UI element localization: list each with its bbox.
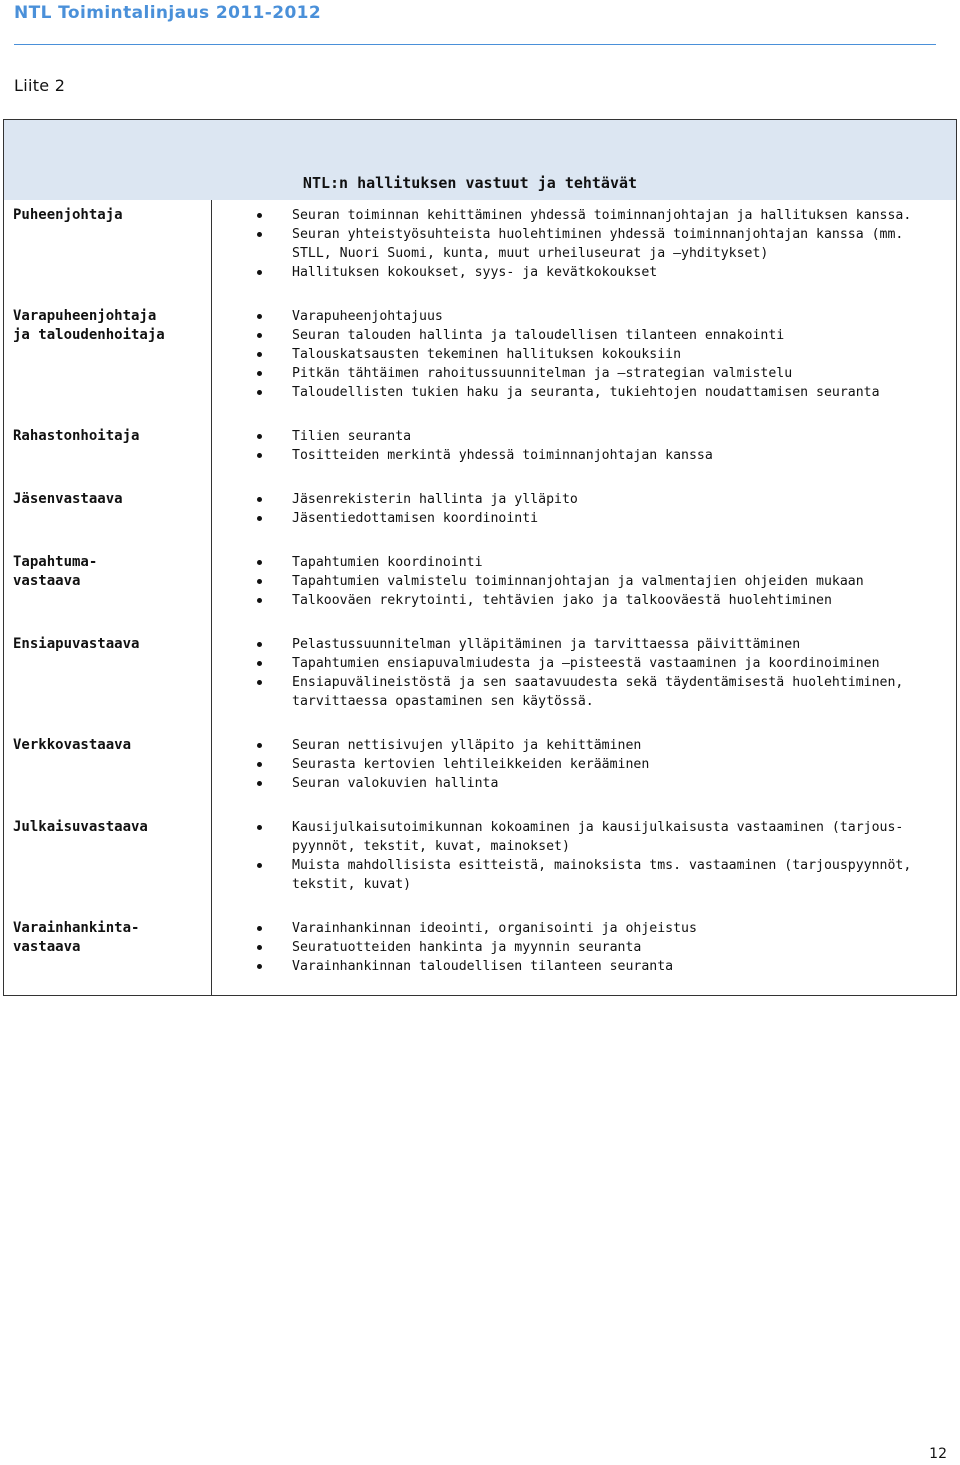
task-item: Muista mahdollisista esitteistä, mainoksista tms. vastaaminen (tarjouspyynnöt, tekstit, kuvat) bbox=[212, 856, 926, 894]
role-name: Varapuheenjohtaja ja taloudenhoitaja bbox=[13, 308, 165, 343]
task-item: Seuran nettisivujen ylläpito ja kehittäminen bbox=[212, 736, 926, 755]
role-name: Varainhankinta- vastaava bbox=[13, 920, 140, 955]
header-divider bbox=[14, 44, 936, 45]
role-cell bbox=[4, 547, 212, 629]
task-list bbox=[212, 553, 926, 610]
task-item: Tositteiden merkintä yhdessä toiminnanjohtajan kanssa bbox=[212, 446, 926, 465]
role-cell bbox=[4, 200, 212, 301]
table-row bbox=[4, 730, 957, 812]
task-item: Pitkän tähtäimen rahoitussuunnitelman ja –strategian valmistelu bbox=[212, 364, 926, 383]
role-cell bbox=[4, 484, 212, 547]
table-row bbox=[4, 421, 957, 484]
table-row bbox=[4, 200, 957, 301]
task-list bbox=[212, 818, 926, 894]
table-row bbox=[4, 484, 957, 547]
role-name: Verkkovastaava bbox=[13, 737, 132, 753]
role-cell bbox=[4, 812, 212, 913]
task-item: Seurasta kertovien lehtileikkeiden kerääminen bbox=[212, 755, 926, 774]
role-cell bbox=[4, 730, 212, 812]
task-item: Seuratuotteiden hankinta ja myynnin seuranta bbox=[212, 938, 926, 957]
task-list bbox=[212, 490, 926, 528]
task-item: Talkooväen rekrytointi, tehtävien jako ja talkooväestä huolehtiminen bbox=[212, 591, 926, 610]
task-list bbox=[212, 736, 926, 793]
tasks-cell bbox=[212, 547, 957, 629]
role-name: Rahastonhoitaja bbox=[13, 428, 140, 444]
task-item: Seuran yhteistyösuhteista huolehtiminen yhdessä toiminnanjohtajan kanssa (mm. STLL, Nuori Suomi, kunta, muut urheiluseurat ja –yhditykset) bbox=[212, 225, 926, 263]
document-header-title: NTL Toimintalinjaus 2011-2012 bbox=[14, 3, 322, 23]
task-item: Seuran toiminnan kehittäminen yhdessä toiminnanjohtajan ja hallituksen kanssa. bbox=[212, 206, 926, 225]
tasks-cell bbox=[212, 913, 957, 996]
role-cell bbox=[4, 913, 212, 996]
task-item: Seuran talouden hallinta ja taloudellisen tilanteen ennakointi bbox=[212, 326, 926, 345]
task-item: Varapuheenjohtajuus bbox=[212, 307, 926, 326]
role-name: Julkaisuvastaava bbox=[13, 819, 148, 835]
tasks-cell bbox=[212, 484, 957, 547]
responsibilities-table bbox=[3, 119, 957, 996]
role-name: Ensiapuvastaava bbox=[13, 636, 140, 652]
task-item: Jäsenrekisterin hallinta ja ylläpito bbox=[212, 490, 926, 509]
task-list bbox=[212, 427, 926, 465]
tasks-cell bbox=[212, 629, 957, 730]
table-row bbox=[4, 913, 957, 996]
table-title-cell bbox=[4, 120, 957, 201]
task-item: Ensiapuvälineistöstä ja sen saatavuudesta sekä täydentämisestä huolehtiminen, tarvittaessa opastaminen sen käytössä. bbox=[212, 673, 926, 711]
tasks-cell bbox=[212, 200, 957, 301]
role-name: Puheenjohtaja bbox=[13, 207, 123, 223]
task-list bbox=[212, 307, 926, 402]
table-row bbox=[4, 629, 957, 730]
task-item: Tapahtumien valmistelu toiminnanjohtajan ja valmentajien ohjeiden mukaan bbox=[212, 572, 926, 591]
appendix-label: Liite 2 bbox=[14, 76, 66, 95]
task-item: Kausijulkaisutoimikunnan kokoaminen ja kausijulkaisusta vastaaminen (tarjous- pyynnöt, tekstit, kuvat, mainokset) bbox=[212, 818, 926, 856]
task-item: Varainhankinnan taloudellisen tilanteen seuranta bbox=[212, 957, 926, 976]
task-list bbox=[212, 919, 926, 976]
task-list bbox=[212, 206, 926, 282]
table-title-row bbox=[4, 120, 957, 201]
task-list bbox=[212, 635, 926, 711]
role-cell bbox=[4, 629, 212, 730]
task-item: Tilien seuranta bbox=[212, 427, 926, 446]
task-item: Pelastussuunnitelman ylläpitäminen ja tarvittaessa päivittäminen bbox=[212, 635, 926, 654]
task-item: Varainhankinnan ideointi, organisointi ja ohjeistus bbox=[212, 919, 926, 938]
role-name: Tapahtuma- vastaava bbox=[13, 554, 98, 589]
task-item: Talouskatsausten tekeminen hallituksen kokouksiin bbox=[212, 345, 926, 364]
task-item: Taloudellisten tukien haku ja seuranta, tukiehtojen noudattamisen seuranta bbox=[212, 383, 926, 402]
tasks-cell bbox=[212, 421, 957, 484]
page-number: 12 bbox=[929, 1446, 947, 1462]
task-item: Tapahtumien koordinointi bbox=[212, 553, 926, 572]
task-item: Jäsentiedottamisen koordinointi bbox=[212, 509, 926, 528]
role-name: Jäsenvastaava bbox=[13, 491, 123, 507]
table-row bbox=[4, 812, 957, 913]
tasks-cell bbox=[212, 730, 957, 812]
task-item: Hallituksen kokoukset, syys- ja kevätkokoukset bbox=[212, 263, 926, 282]
role-cell bbox=[4, 421, 212, 484]
table-row bbox=[4, 301, 957, 421]
table-title: NTL:n hallituksen vastuut ja tehtävät bbox=[302, 174, 638, 192]
tasks-cell bbox=[212, 812, 957, 913]
task-item: Tapahtumien ensiapuvalmiudesta ja –pisteestä vastaaminen ja koordinoiminen bbox=[212, 654, 926, 673]
table-row bbox=[4, 547, 957, 629]
task-item: Seuran valokuvien hallinta bbox=[212, 774, 926, 793]
role-cell bbox=[4, 301, 212, 421]
tasks-cell bbox=[212, 301, 957, 421]
